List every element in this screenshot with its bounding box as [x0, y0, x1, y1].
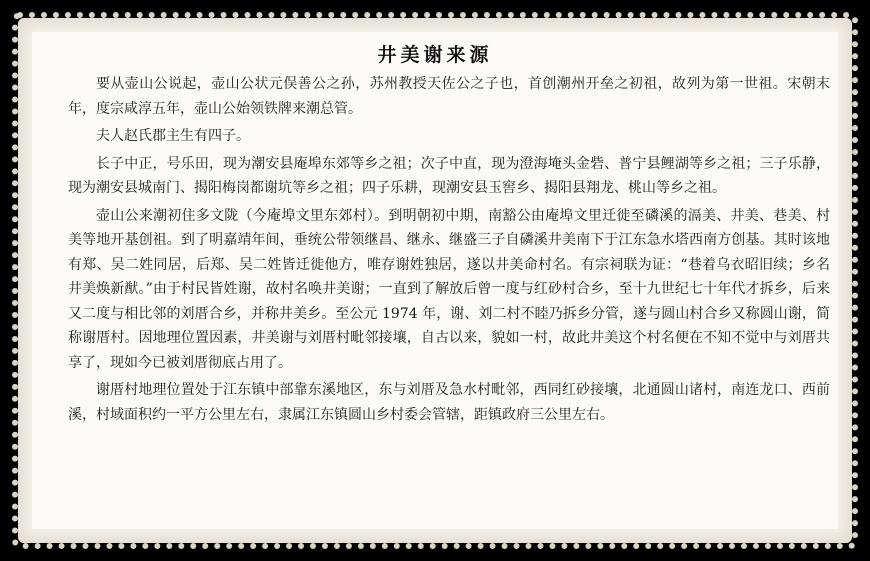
document-title: 井美谢来源	[377, 44, 493, 66]
paragraph-geography: 谢厝村地理位置处于江东镇中部靠东溪地区，东与刘厝及急水村毗邻，西同红砂接壤，北通圆山诸村，南连龙口、西前溪，村域面积约一平方公里左右，隶属江东镇圆山乡村委会管辖，距镇政府三公里左右。	[68, 382, 830, 423]
paragraph-wife: 夫人赵氏郡主生有四子。	[96, 128, 250, 144]
paragraph-history: 壶山公来潮初住多文陇（今庵埠文里东郊村）。到明朝初中期，南豁公由庵埠文里迁徙至磷溪的滆美、井美、巷美、村美等地开基创祖。到了明嘉靖年间，垂统公带领继昌、继永、继盛三子自磷溪井美南下于江东急水塔西南方创基。其时该地有郑、吴二姓同居，后郑、吴二姓皆迁徙他方，唯存谢姓独居，遂以井美命村名。有宗祠联为证：“巷着乌衣昭旧续；乡名井美焕新猷。”由于村民皆姓谢，故村名唤井美谢；一直到了解放后曾一度与红砂村合乡，至十九世纪七十年代才拆乡，后来又二度与相比邻的刘厝合乡，并称井美乡。至公元 1974 年，谢、刘二村不睦乃拆乡分管，遂与圆山村合乡又称圆山谢，简称谢厝村。因地理位置因素，井美谢与刘厝村毗邻接壤，自古以来，貌如一村，故此井美这个村名便在不知不觉中与刘厝共享了，现如今已被刘厝彻底占用了。	[68, 207, 830, 371]
document-body	[68, 72, 830, 430]
paragraph-sons: 长子中正，号乐田，现为潮安县庵埠东郊等乡之祖；次子中直，现为澄海埯头金砦、普宁县鲤湖等乡之祖；三子乐静，现为潮安县城南门、揭阳梅岗都谢坑等乡之祖；四子乐耕，现潮安县玉窖乡、揭阳县翔龙、桃山等乡之祖。	[68, 155, 830, 196]
paragraph-origin: 要从壶山公说起，壶山公状元俣善公之孙，苏州教授天佐公之子也，首创潮州开垒之初祖，故列为第一世祖。宋朝末年，度宗咸淳五年，壶山公始领铁牌来潮总管。	[68, 76, 830, 117]
document-sheet	[32, 32, 838, 529]
